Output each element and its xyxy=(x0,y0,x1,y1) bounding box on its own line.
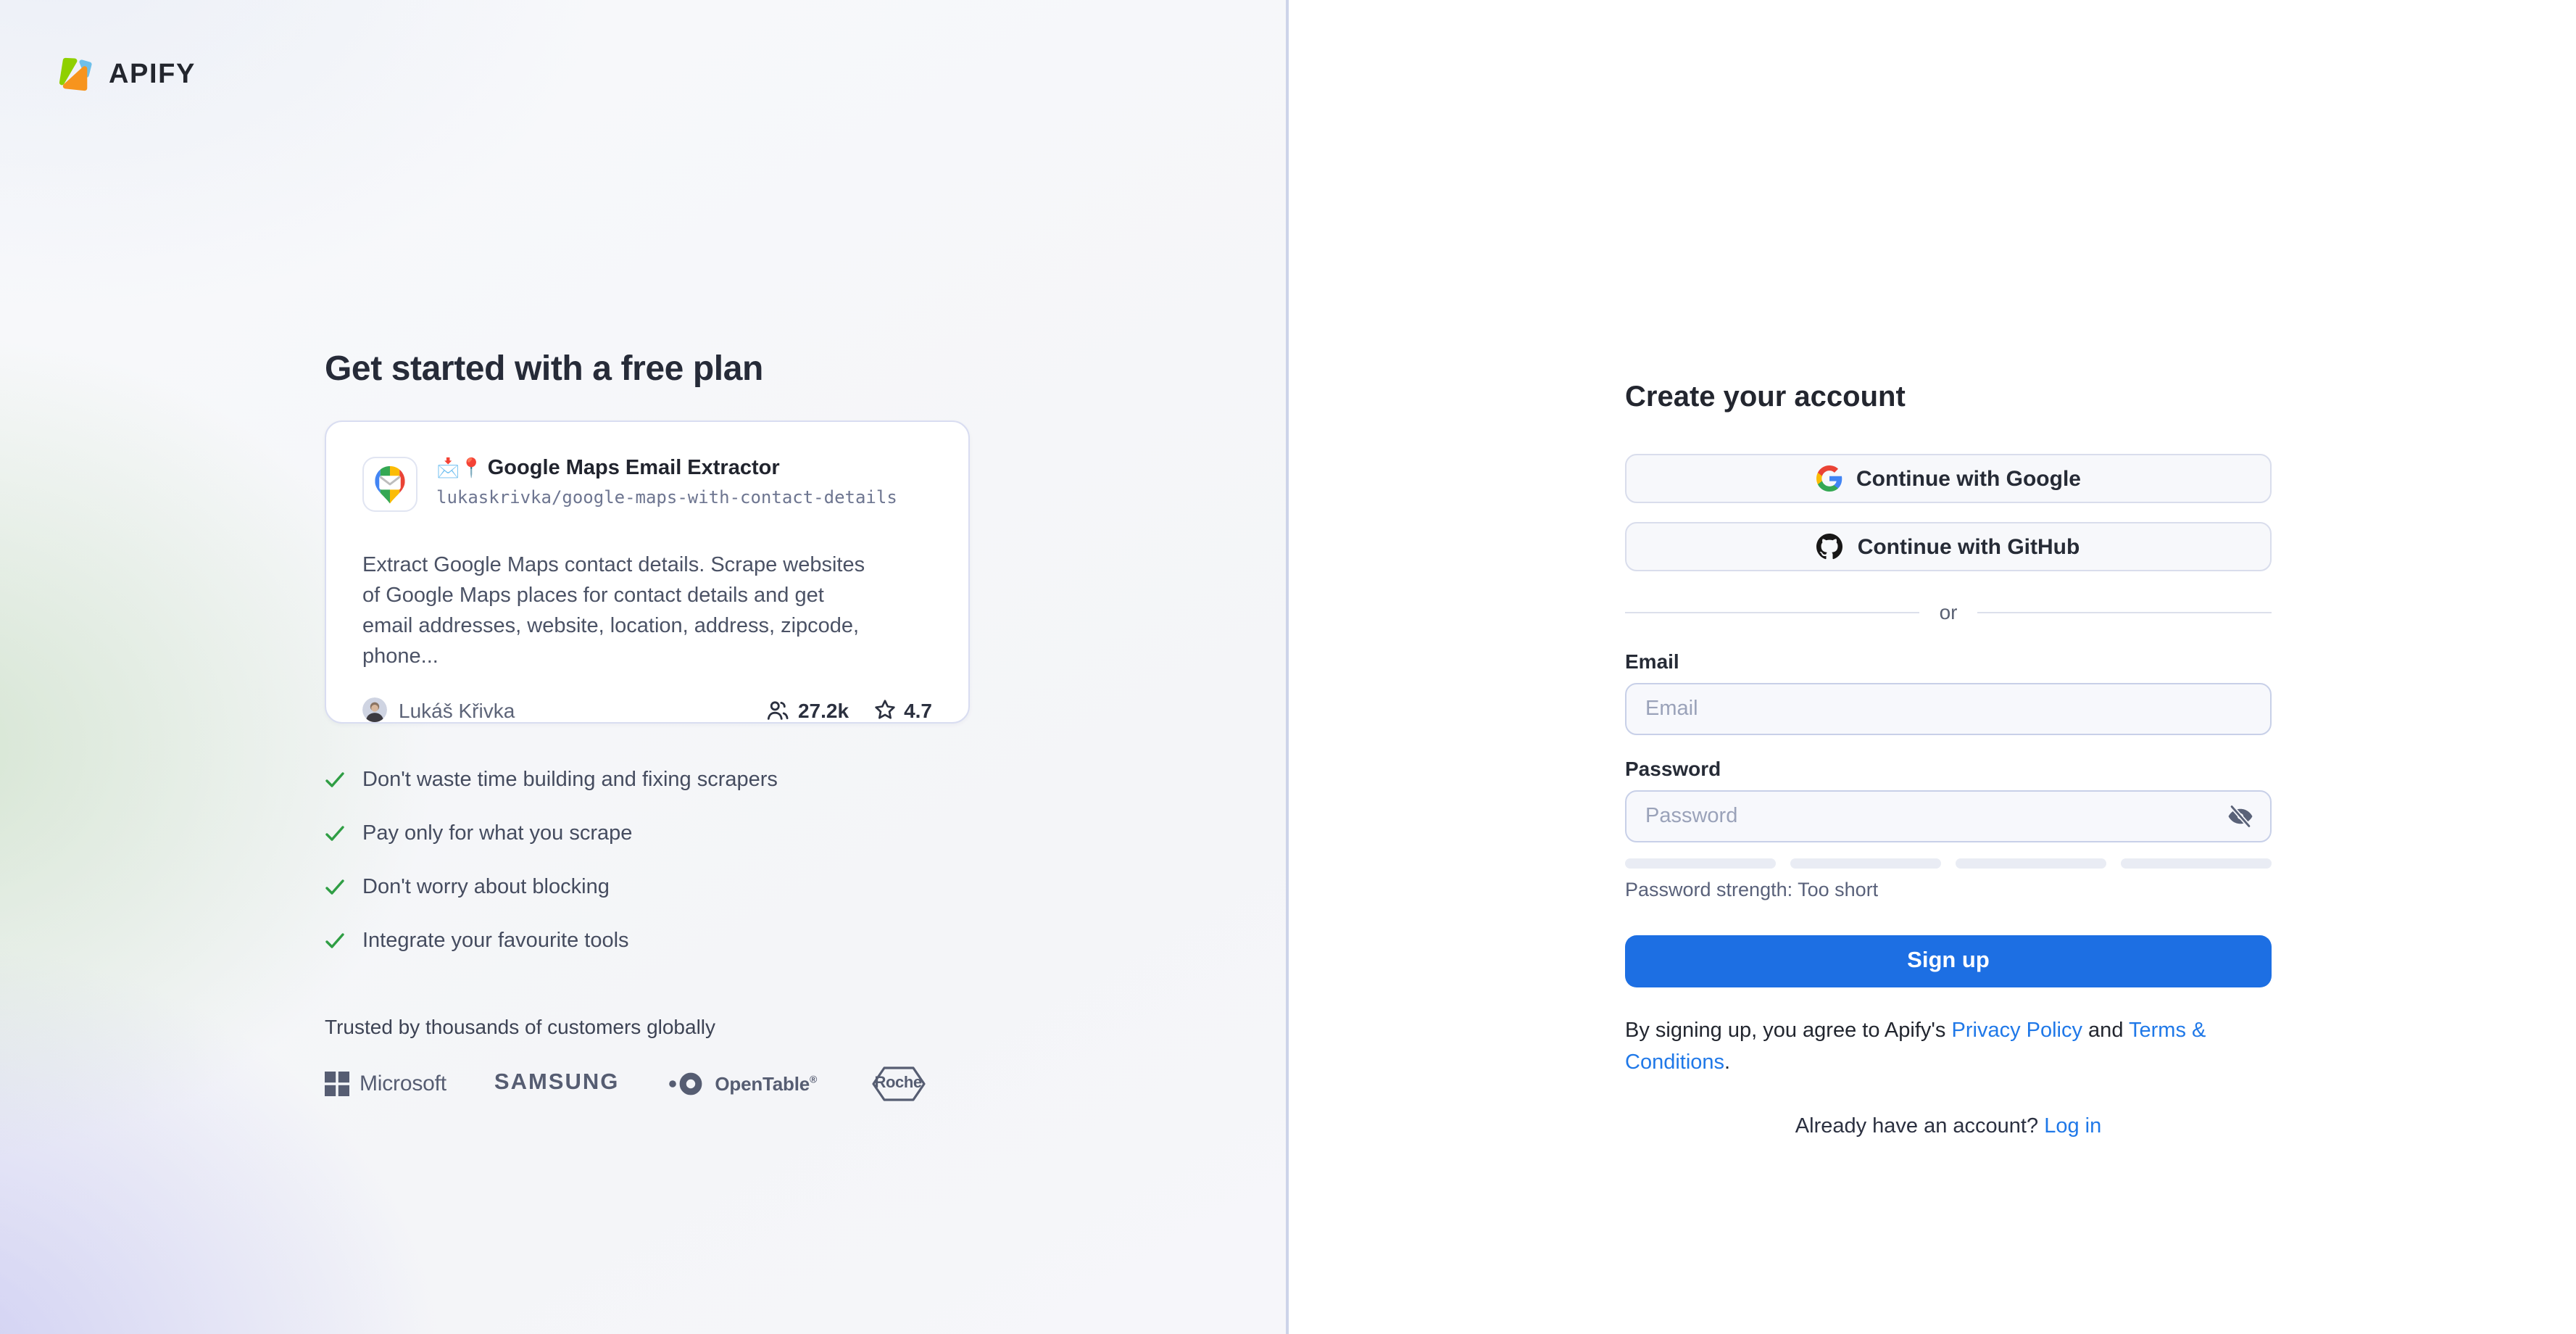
benefit-item: Don't waste time building and fixing scrapers xyxy=(325,753,1286,806)
email-label: Email xyxy=(1625,650,1679,673)
login-row: Already have an account? Log in xyxy=(1795,1115,2102,1138)
page-title: Get started with a free plan xyxy=(325,349,763,389)
strength-segment xyxy=(2121,858,2272,869)
benefits-list xyxy=(325,753,1286,967)
microsoft-squares-icon xyxy=(325,1071,349,1095)
sign-up-button[interactable]: Sign up xyxy=(1625,935,2272,987)
actor-stats xyxy=(768,698,932,721)
terms-conditions-link[interactable]: Terms & Conditions xyxy=(1625,1019,2206,1074)
divider-line xyxy=(1625,611,1919,613)
password-strength-meter xyxy=(1625,858,2272,869)
password-strength-text: Password strength: Too short xyxy=(1625,879,1879,900)
password-label: Password xyxy=(1625,757,1721,780)
strength-segment xyxy=(1790,858,1941,869)
actor-author xyxy=(362,697,515,722)
actor-title-emoji: 📩📍 xyxy=(436,457,483,478)
divider-line xyxy=(1977,611,2272,613)
samsung-logo: SAMSUNG xyxy=(494,1070,620,1095)
terms-text: By signing up, you agree to Apify's Privacy Policy and Terms & Conditions. xyxy=(1625,1019,2206,1074)
check-icon xyxy=(325,932,345,949)
actor-titles xyxy=(436,457,897,512)
benefit-item: Don't worry about blocking xyxy=(325,860,1286,914)
actor-pin-icon xyxy=(362,457,417,512)
rating-value: 4.7 xyxy=(904,698,932,721)
trusted-text: Trusted by thousands of customers globally xyxy=(325,1015,716,1038)
apify-logo-mark-icon xyxy=(55,55,96,96)
microsoft-logo: Microsoft xyxy=(325,1071,446,1095)
apify-wordmark: APIFY xyxy=(109,59,196,90)
github-icon xyxy=(1817,534,1843,560)
continue-with-google-button[interactable]: Continue with Google xyxy=(1625,454,2272,503)
privacy-policy-link[interactable]: Privacy Policy xyxy=(1951,1019,2082,1043)
or-divider: or xyxy=(1625,600,2272,624)
actor-card[interactable] xyxy=(325,420,970,724)
actor-card-footer xyxy=(362,697,932,722)
check-icon xyxy=(325,878,345,895)
actor-card-header xyxy=(362,457,932,512)
signup-form xyxy=(1625,381,2272,1138)
actor-description: Extract Google Maps contact details. Scrape websites of Google Maps places for contact details and get email addresses, website, location, address, zipcode, phone... xyxy=(362,554,865,668)
author-avatar xyxy=(362,697,387,722)
star-icon xyxy=(873,699,895,721)
password-group xyxy=(1625,757,2272,842)
opentable-mark-icon xyxy=(667,1069,706,1097)
strength-segment xyxy=(1956,858,2106,869)
users-count: 27.2k xyxy=(797,698,849,721)
users-icon xyxy=(768,700,789,720)
actor-title: 📩📍 Google Maps Email Extractor xyxy=(436,457,780,480)
password-input[interactable] xyxy=(1625,790,2272,842)
continue-with-github-button[interactable]: Continue with GitHub xyxy=(1625,522,2272,571)
apify-logo[interactable] xyxy=(55,55,196,96)
form-title: Create your account xyxy=(1625,381,1906,413)
email-group xyxy=(1625,650,2272,735)
benefit-item: Integrate your favourite tools xyxy=(325,914,1286,967)
google-icon xyxy=(1816,465,1842,492)
roche-logo: Roche xyxy=(865,1064,931,1103)
opentable-logo: OpenTable® xyxy=(667,1069,817,1097)
left-content xyxy=(0,0,1286,1105)
eye-slash-icon xyxy=(2227,804,2254,829)
benefit-item: Pay only for what you scrape xyxy=(325,806,1286,860)
strength-segment xyxy=(1625,858,1776,869)
log-in-link[interactable]: Log in xyxy=(2044,1115,2102,1138)
toggle-password-visibility-button[interactable] xyxy=(2227,804,2254,829)
actor-slug: lukaskrivka/google-maps-with-contact-details xyxy=(436,487,897,508)
author-name: Lukáš Křivka xyxy=(399,698,515,721)
customer-logos xyxy=(325,1061,1286,1105)
check-icon xyxy=(325,771,345,788)
check-icon xyxy=(325,824,345,842)
signup-panel xyxy=(1289,0,2576,1334)
email-input[interactable] xyxy=(1625,683,2272,735)
